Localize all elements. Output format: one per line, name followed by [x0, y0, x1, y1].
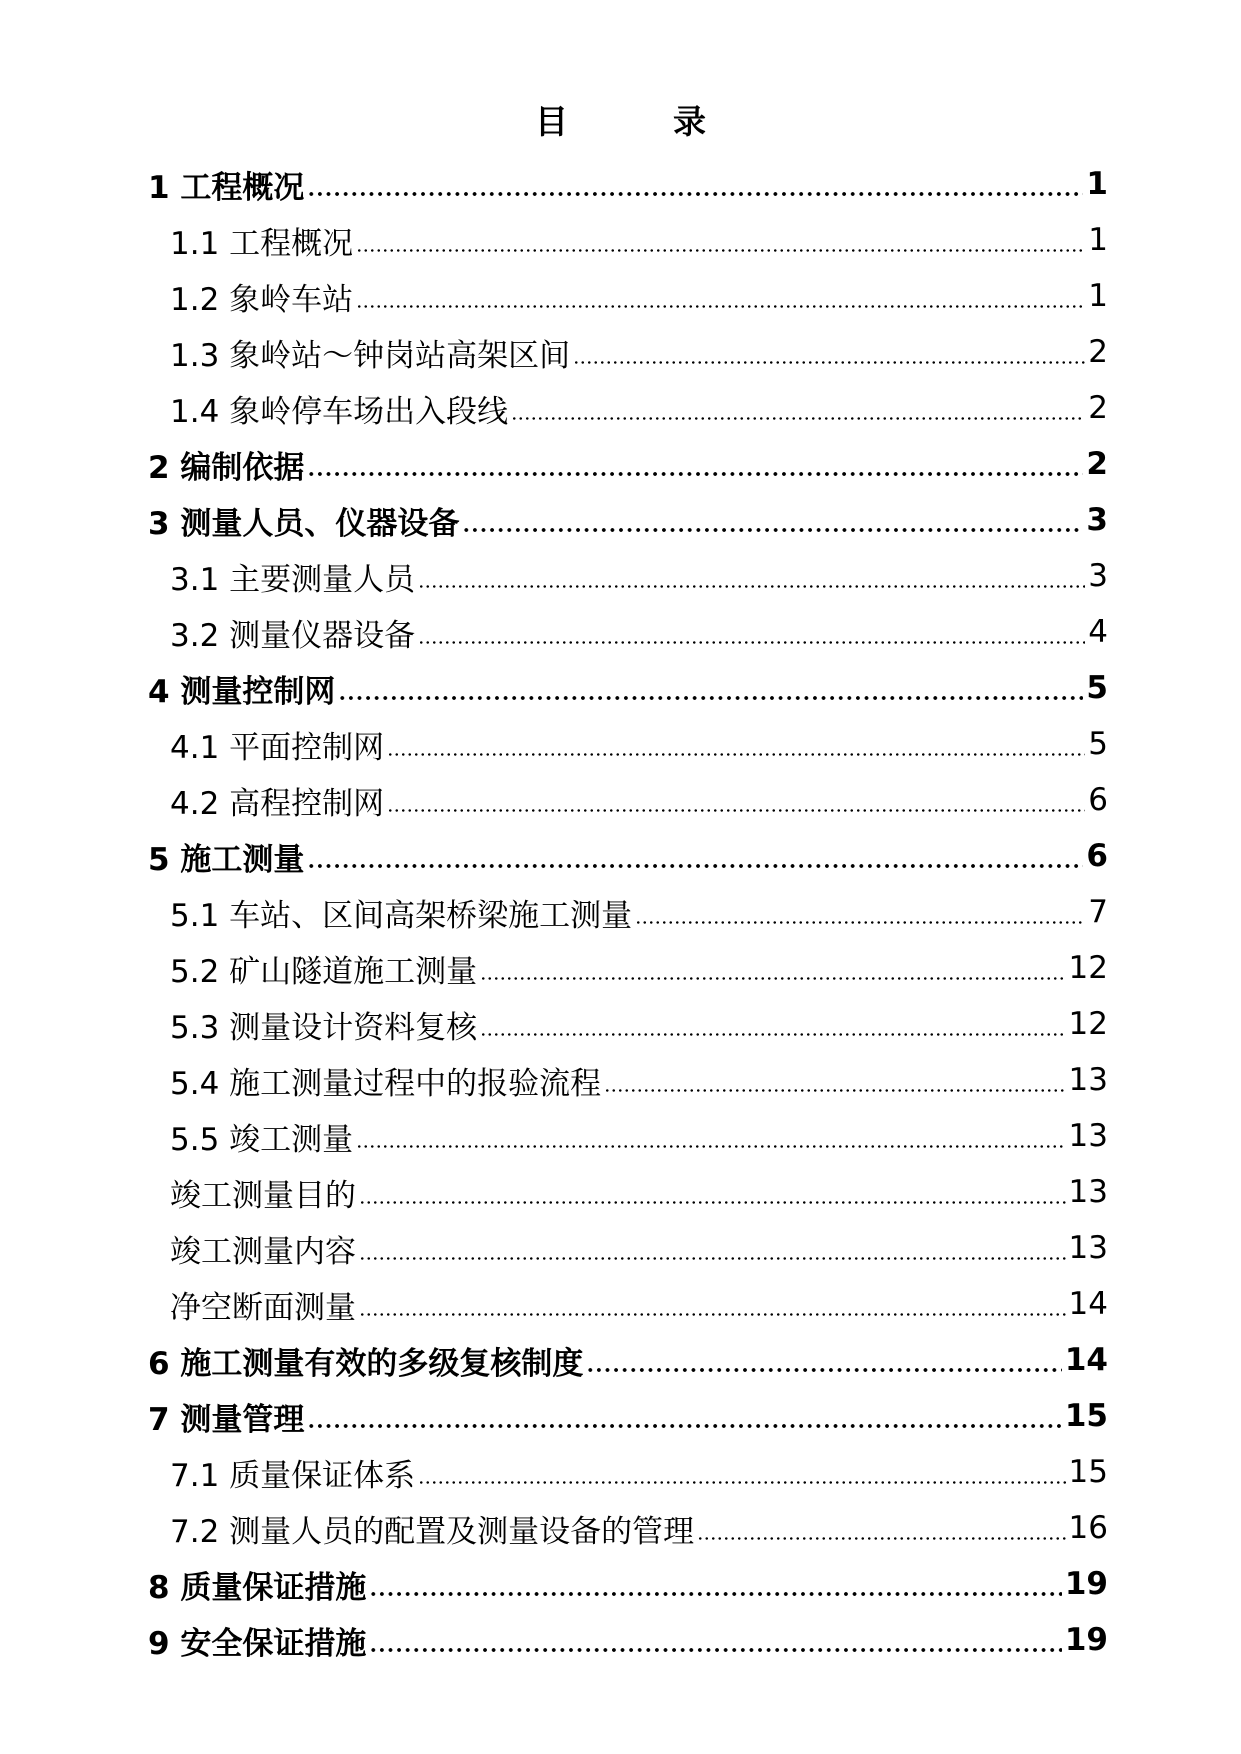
dot-leader	[359, 1201, 1066, 1204]
dot-leader	[418, 585, 1085, 588]
toc-entry-page-number: 12	[1068, 1006, 1108, 1042]
toc-entry-title: 2 编制依据	[148, 449, 305, 486]
dot-leader	[356, 249, 1085, 252]
toc-entry[interactable]	[0, 492, 1241, 548]
dot-leader	[586, 1368, 1061, 1372]
toc-entry-page-number: 12	[1068, 950, 1108, 986]
dot-leader	[307, 192, 1083, 196]
toc-entry-title: 3.2 测量仪器设备	[170, 617, 416, 654]
dot-leader	[307, 472, 1083, 476]
toc-entry[interactable]	[0, 380, 1241, 436]
toc-entry-page-number: 19	[1064, 1622, 1108, 1658]
dot-leader	[359, 1257, 1066, 1260]
toc-entry[interactable]	[0, 1276, 1241, 1332]
toc-entry[interactable]	[0, 436, 1241, 492]
dot-leader	[387, 809, 1085, 812]
toc-entry[interactable]	[0, 548, 1241, 604]
toc-entry-page-number: 13	[1068, 1062, 1108, 1098]
toc-entry-page-number: 3	[1088, 558, 1108, 594]
toc-entry[interactable]	[0, 1164, 1241, 1220]
toc-entry[interactable]	[0, 1332, 1241, 1388]
toc-entry[interactable]	[0, 940, 1241, 996]
toc-entry[interactable]	[0, 1052, 1241, 1108]
toc-entry-title: 5.3 测量设计资料复核	[170, 1009, 478, 1046]
toc-entry[interactable]	[0, 1108, 1241, 1164]
toc-entry[interactable]	[0, 660, 1241, 716]
toc-entry-page-number: 1	[1088, 278, 1108, 314]
toc-entry[interactable]	[0, 1612, 1241, 1668]
toc-entry-page-number: 5	[1088, 726, 1108, 762]
dot-leader	[307, 1424, 1061, 1428]
toc-entry-title: 5.1 车站、区间高架桥梁施工测量	[170, 897, 633, 934]
toc-entry[interactable]	[0, 212, 1241, 268]
toc-entry-title: 6 施工测量有效的多级复核制度	[148, 1345, 584, 1382]
dot-leader	[462, 528, 1083, 532]
toc-entry[interactable]	[0, 1220, 1241, 1276]
toc-entry-page-number: 1	[1086, 166, 1108, 202]
toc-entry[interactable]	[0, 1556, 1241, 1612]
dot-leader	[480, 977, 1065, 980]
toc-entry[interactable]	[0, 1500, 1241, 1556]
dot-leader	[369, 1592, 1061, 1596]
dot-leader	[359, 1313, 1066, 1316]
toc-entry-page-number: 4	[1088, 614, 1108, 650]
toc-entry-title: 4 测量控制网	[148, 673, 336, 710]
dot-leader	[604, 1089, 1065, 1092]
toc-entry-title: 1 工程概况	[148, 169, 305, 206]
toc-title: 目 录	[535, 102, 742, 141]
toc-entry-title: 7.1 质量保证体系	[170, 1457, 416, 1494]
dot-leader	[635, 921, 1085, 924]
toc-entry[interactable]	[0, 1444, 1241, 1500]
toc-entry[interactable]	[0, 604, 1241, 660]
toc-entry-title: 4.1 平面控制网	[170, 729, 385, 766]
dot-leader	[307, 864, 1083, 868]
toc-entry-title: 7.2 测量人员的配置及测量设备的管理	[170, 1513, 695, 1550]
toc-entry-title: 竣工测量目的	[170, 1177, 356, 1214]
dot-leader	[338, 696, 1083, 700]
toc-entry-page-number: 13	[1068, 1174, 1108, 1210]
toc-entry[interactable]	[0, 1388, 1241, 1444]
toc-entry-title: 5.4 施工测量过程中的报验流程	[170, 1065, 602, 1102]
toc-entry-title: 3.1 主要测量人员	[170, 561, 416, 598]
toc-entry-title: 5.2 矿山隧道施工测量	[170, 953, 478, 990]
dot-leader	[511, 417, 1085, 420]
toc-entry-page-number: 3	[1086, 502, 1108, 538]
toc-list	[0, 156, 1241, 1668]
toc-entry[interactable]	[0, 996, 1241, 1052]
toc-entry-title: 5 施工测量	[148, 841, 305, 878]
toc-entry-page-number: 19	[1064, 1566, 1108, 1602]
dot-leader	[480, 1033, 1065, 1036]
toc-entry[interactable]	[0, 772, 1241, 828]
toc-entry[interactable]	[0, 324, 1241, 380]
toc-entry-page-number: 13	[1068, 1230, 1108, 1266]
toc-entry[interactable]	[0, 156, 1241, 212]
toc-entry-title: 8 质量保证措施	[148, 1569, 367, 1606]
toc-entry-title: 1.3 象岭站～钟岗站高架区间	[170, 337, 571, 374]
dot-leader	[369, 1648, 1061, 1652]
toc-entry-page-number: 2	[1086, 446, 1108, 482]
dot-leader	[356, 1145, 1065, 1148]
toc-entry-page-number: 14	[1068, 1286, 1108, 1322]
toc-entry-page-number: 14	[1064, 1342, 1108, 1378]
dot-leader	[356, 305, 1085, 308]
toc-entry-page-number: 13	[1068, 1118, 1108, 1154]
toc-entry-page-number: 15	[1064, 1398, 1108, 1434]
toc-entry-title: 3 测量人员、仪器设备	[148, 505, 460, 542]
dot-leader	[418, 1481, 1065, 1484]
toc-entry[interactable]	[0, 828, 1241, 884]
toc-entry[interactable]	[0, 884, 1241, 940]
toc-entry-title: 4.2 高程控制网	[170, 785, 385, 822]
toc-entry-title: 竣工测量内容	[170, 1233, 356, 1270]
dot-leader	[573, 361, 1085, 364]
toc-entry-title: 5.5 竣工测量	[170, 1121, 354, 1158]
toc-entry-page-number: 15	[1068, 1454, 1108, 1490]
toc-entry-page-number: 16	[1068, 1510, 1108, 1546]
toc-entry-page-number: 1	[1088, 222, 1108, 258]
toc-entry-page-number: 5	[1086, 670, 1108, 706]
toc-entry-page-number: 6	[1086, 838, 1108, 874]
toc-entry-title: 1.1 工程概况	[170, 225, 354, 262]
toc-entry[interactable]	[0, 268, 1241, 324]
toc-entry-page-number: 2	[1088, 334, 1108, 370]
toc-entry-title: 9 安全保证措施	[148, 1625, 367, 1662]
toc-entry-title: 1.4 象岭停车场出入段线	[170, 393, 509, 430]
toc-entry-page-number: 7	[1088, 894, 1108, 930]
toc-entry[interactable]	[0, 716, 1241, 772]
dot-leader	[697, 1537, 1065, 1540]
toc-entry-title: 1.2 象岭车站	[170, 281, 354, 318]
toc-entry-page-number: 6	[1088, 782, 1108, 818]
toc-entry-title: 7 测量管理	[148, 1401, 305, 1438]
dot-leader	[387, 753, 1085, 756]
toc-entry-page-number: 2	[1088, 390, 1108, 426]
toc-entry-title: 净空断面测量	[170, 1289, 356, 1326]
dot-leader	[418, 641, 1085, 644]
